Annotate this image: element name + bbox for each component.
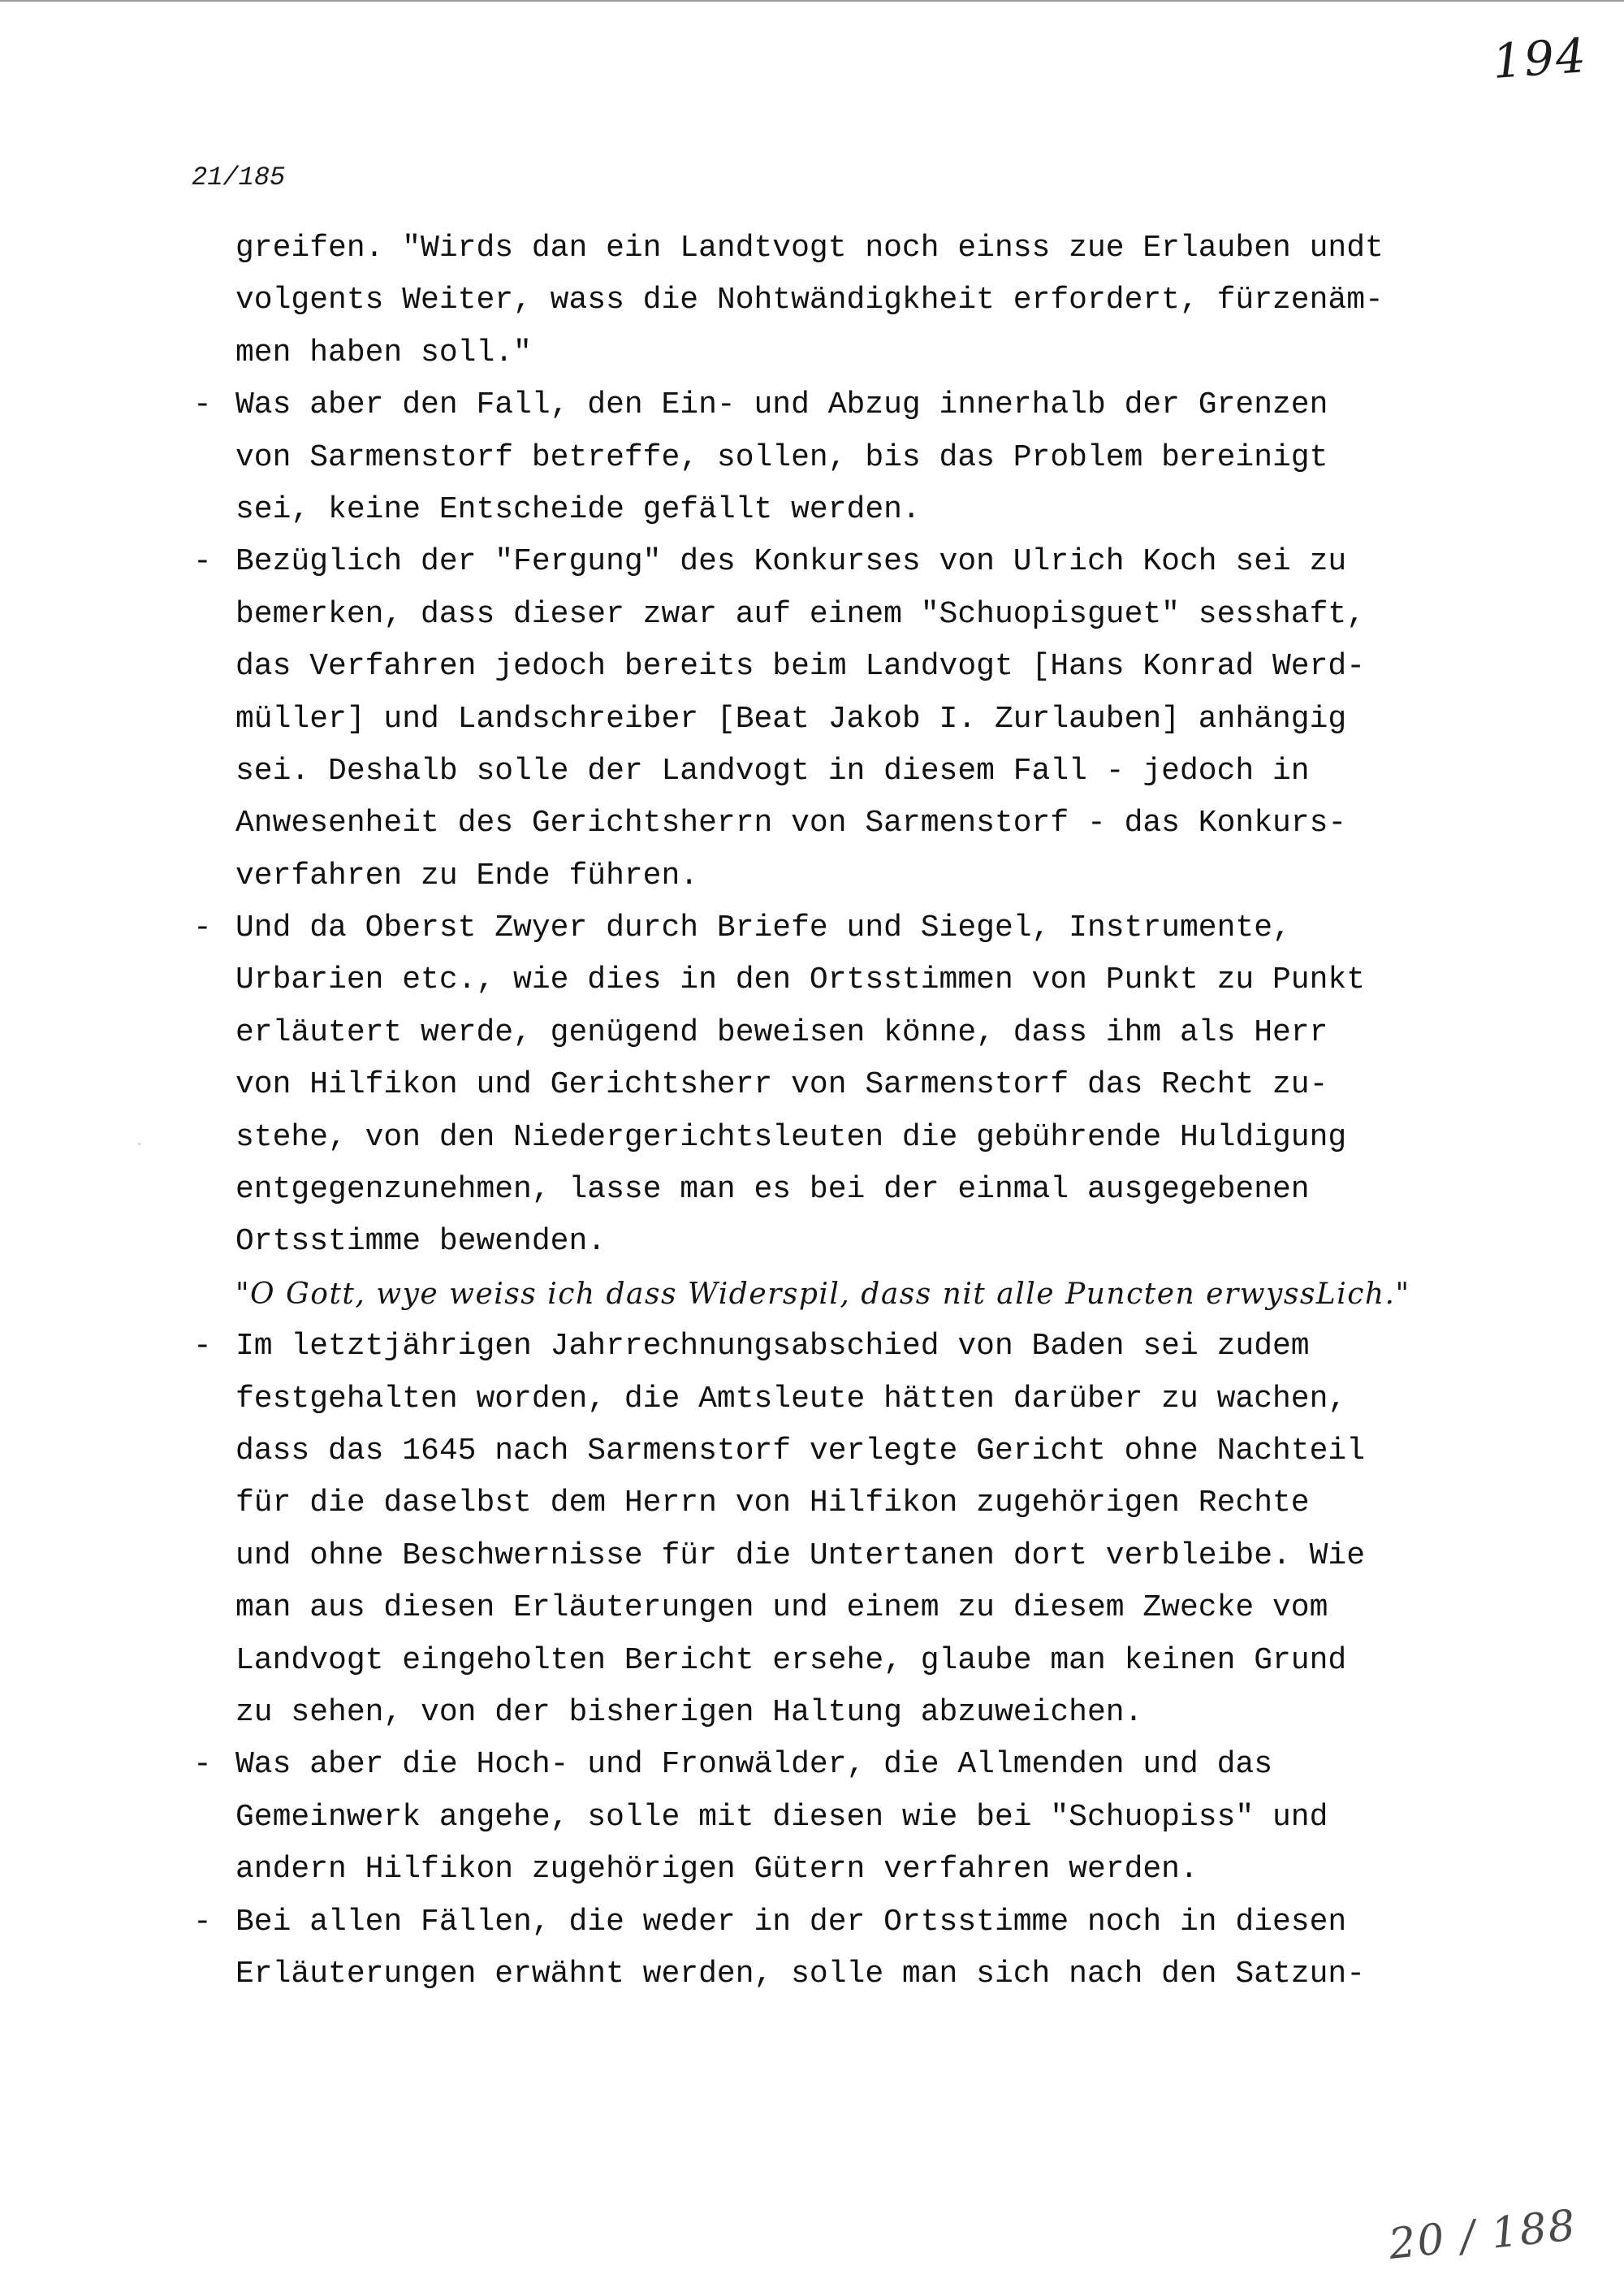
page-reference: 21/185	[192, 162, 286, 192]
bullet-paragraph	[193, 1896, 1478, 2001]
quote-paragraph	[235, 1269, 1478, 1321]
text-line: Anwesenheit des Gerichtsherrn von Sarmenstorf - das Konkurs-	[235, 806, 1347, 841]
text-line: erläutert werde, genügend beweisen könne, dass ihm als Herr	[235, 1014, 1328, 1050]
text-line: sei. Deshalb solle der Landvogt in diesem Fall - jedoch in	[235, 753, 1310, 789]
bullet-paragraph	[193, 1739, 1478, 1896]
text-line: verfahren zu Ende führen.	[235, 858, 699, 893]
margin-mark	[138, 1143, 140, 1145]
text-line: bemerken, dass dieser zwar auf einem "Schuopisguet" sesshaft,	[235, 596, 1366, 632]
text-line: dass das 1645 nach Sarmenstorf verlegte Gericht ohne Nachteil	[235, 1433, 1366, 1468]
text-line: Erläuterungen erwähnt werden, solle man sich nach den Satzun-	[235, 1956, 1366, 1991]
text-line: Ortsstimme bewenden.	[235, 1224, 607, 1260]
bullet-paragraph	[193, 379, 1478, 536]
text-line: man aus diesen Erläuterungen und einem zu diesem Zwecke vom	[235, 1590, 1328, 1626]
text-line: Bei allen Fällen, die weder in der Ortsstimme noch in diesen	[235, 1904, 1347, 1940]
text-line: Im letztjährigen Jahrrechnungsabschied von Baden sei zudem	[235, 1329, 1310, 1364]
text-line: und ohne Beschwernisse für die Untertanen dort verbleibe. Wie	[235, 1537, 1366, 1573]
folio-number-handwritten: 194	[1490, 28, 1589, 89]
text-line: festgehalten worden, die Amtsleute hätten darüber zu wachen,	[235, 1381, 1347, 1416]
text-line: zu sehen, von der bisherigen Haltung abzuweichen.	[235, 1694, 1143, 1730]
bullet-dash: -	[193, 1747, 212, 1783]
text-line: von Hilfikon und Gerichtsherr von Sarmenstorf das Recht zu-	[235, 1067, 1328, 1103]
bullet-dash: -	[193, 1329, 212, 1364]
text-line: sei, keine Entscheide gefällt werden.	[235, 491, 921, 527]
quote-line: "O Gott, wye weiss ich dass Widerspil, dass nit alle Puncten erwyssLich."	[235, 1277, 1410, 1311]
text-line: stehe, von den Niedergerichtsleuten die gebührende Huldigung	[235, 1119, 1347, 1155]
text-line: entgegenzunehmen, lasse man es bei der einmal ausgegebenen	[235, 1172, 1310, 1208]
text-line: Was aber die Hoch- und Fronwälder, die Allmenden und das	[235, 1747, 1273, 1783]
text-line: men haben soll."	[235, 335, 532, 370]
bullet-dash: -	[193, 544, 212, 580]
text-line: Gemeinwerk angehe, solle mit diesen wie bei "Schuopiss" und	[235, 1799, 1328, 1835]
bullet-paragraph	[193, 536, 1478, 902]
archive-number-handwritten: 20 / 188	[1386, 2201, 1579, 2269]
bullet-dash: -	[193, 1904, 212, 1940]
bullet-paragraph	[193, 1321, 1478, 1739]
text-line: Was aber den Fall, den Ein- und Abzug innerhalb der Grenzen	[235, 387, 1328, 423]
text-line: Bezüglich der "Fergung" des Konkurses von Ulrich Koch sei zu	[235, 544, 1347, 580]
text-line: greifen. "Wirds dan ein Landtvogt noch einss zue Erlauben undt	[235, 231, 1384, 266]
text-line: volgents Weiter, wass die Nohtwändigkheit erfordert, fürzenäm-	[235, 283, 1384, 318]
bullet-dash: -	[193, 910, 212, 946]
text-line: das Verfahren jedoch bereits beim Landvogt [Hans Konrad Werd-	[235, 649, 1366, 685]
text-line: Urbarien etc., wie dies in den Ortsstimmen von Punkt zu Punkt	[235, 962, 1366, 998]
body-text	[193, 223, 1478, 2000]
bullet-paragraph	[193, 902, 1478, 1269]
text-line: Landvogt eingeholten Bericht ersehe, glaube man keinen Grund	[235, 1642, 1347, 1678]
text-line: müller] und Landschreiber [Beat Jakob I. Zurlauben] anhängig	[235, 701, 1347, 737]
bullet-dash: -	[193, 387, 212, 423]
text-line: andern Hilfikon zugehörigen Gütern verfahren werden.	[235, 1852, 1199, 1888]
text-line: Und da Oberst Zwyer durch Briefe und Siegel, Instrumente,	[235, 910, 1291, 946]
text-line: von Sarmenstorf betreffe, sollen, bis das Problem bereinigt	[235, 439, 1328, 475]
text-line: für die daselbst dem Herrn von Hilfikon zugehörigen Rechte	[235, 1485, 1310, 1521]
paragraph	[235, 223, 1478, 379]
